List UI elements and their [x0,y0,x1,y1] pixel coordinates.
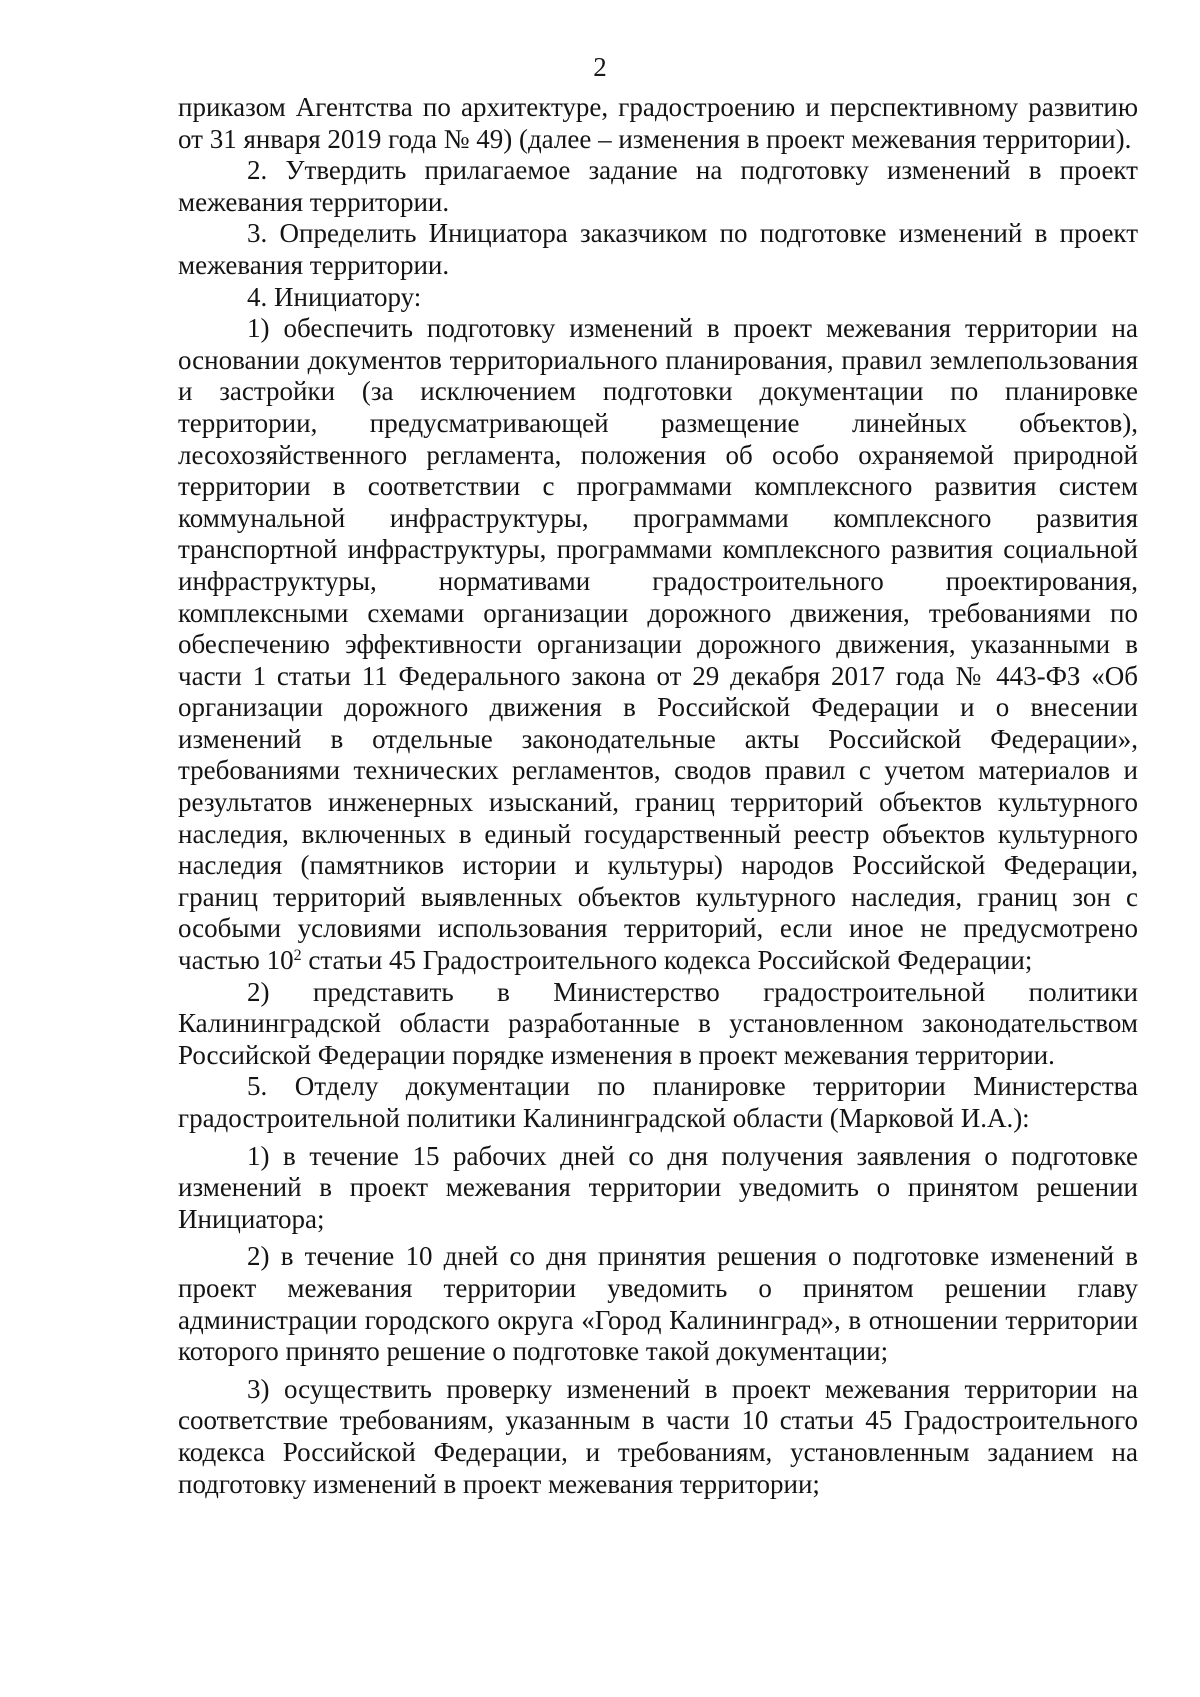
paragraph-item-5-2: 2) в течение 10 дней со дня принятия решения о подготовке изменений в проект межевания территории уведомить о принятом решении главу администрации городского округа «Город Калининград», в отношении территории которого принято решение о подготовке такой документации; [178,1241,1138,1367]
paragraph-item-4-1-tail: статьи 45 Градостроительного кодекса Российской Федерации; [301,945,1033,976]
paragraph-item-4-2: 2) представить в Министерство градостроительной политики Калининградской области разработанные в установленном законодательством Российской Федерации порядке изменения в проект межевания территории. [178,976,1138,1070]
superscript: 2 [293,947,302,965]
paragraph-item-2: 2. Утвердить прилагаемое задание на подготовку изменений в проект межевания территории. [178,155,1138,217]
paragraph-continuation: приказом Агентства по архитектуре, градостроению и перспективному развитию от 31 января 2019 года № 49) (далее – изменения в проект межевания территории). [178,92,1138,154]
paragraph-item-5-3: 3) осуществить проверку изменений в проект межевания территории на соответствие требованиям, указанным в части 10 статьи 45 Градостроительного кодекса Российской Федерации, и требованиям, установленным заданием на подготовку изменений в проект межевания территории; [178,1373,1138,1499]
document-body [178,92,1138,1500]
paragraph-item-5-1: 1) в течение 15 рабочих дней со дня получения заявления о подготовке изменений в проект межевания территории уведомить о принятом решении Инициатора; [178,1140,1138,1234]
paragraph-item-5: 5. Отделу документации по планировке территории Министерства градостроительной политики Калининградской области (Марковой И.А.): [178,1071,1138,1133]
paragraph-item-4-1 [178,313,1138,976]
paragraph-item-4-1-text: 1) обеспечить подготовку изменений в проект межевания территории на основании документов территориального планирования, правил землепользования и застройки (за исключением подготовки документации по планировке территории, предусматривающей размещение линейных объектов), лесохозяйственного регламента, положения об особо охраняемой природной территории в соответствии с программами комплексного развития систем коммунальной инфраструктуры, программами комплексного развития транспортной инфраструктуры, программами комплексного развития социальной инфраструктуры, нормативами градостроительного проектирования, комплексными схемами организации дорожного движения, требованиями по обеспечению эффективности организации дорожного движения, указанными в части 1 статьи 11 Федерального закона от 29 декабря 2017 года № 443-ФЗ «Об организации дорожного движения в Российской Федерации и о внесении изменений в отдельные законодательные акты Российской Федерации», требованиями технических регламентов, сводов правил с учетом материалов и результатов инженерных изысканий, границ территорий объектов культурного наследия, включенных в единый государственный реестр объектов культурного наследия (памятников истории и культуры) народов Российской Федерации, границ территорий выявленных объектов культурного наследия, границ зон с особыми условиями использования территорий, если иное не предусмотрено частью 10 [178,313,1138,976]
paragraph-item-3: 3. Определить Инициатора заказчиком по подготовке изменений в проект межевания территории. [178,218,1138,280]
paragraph-item-4: 4. Инициатору: [247,281,422,312]
page-number: 2 [593,52,607,82]
